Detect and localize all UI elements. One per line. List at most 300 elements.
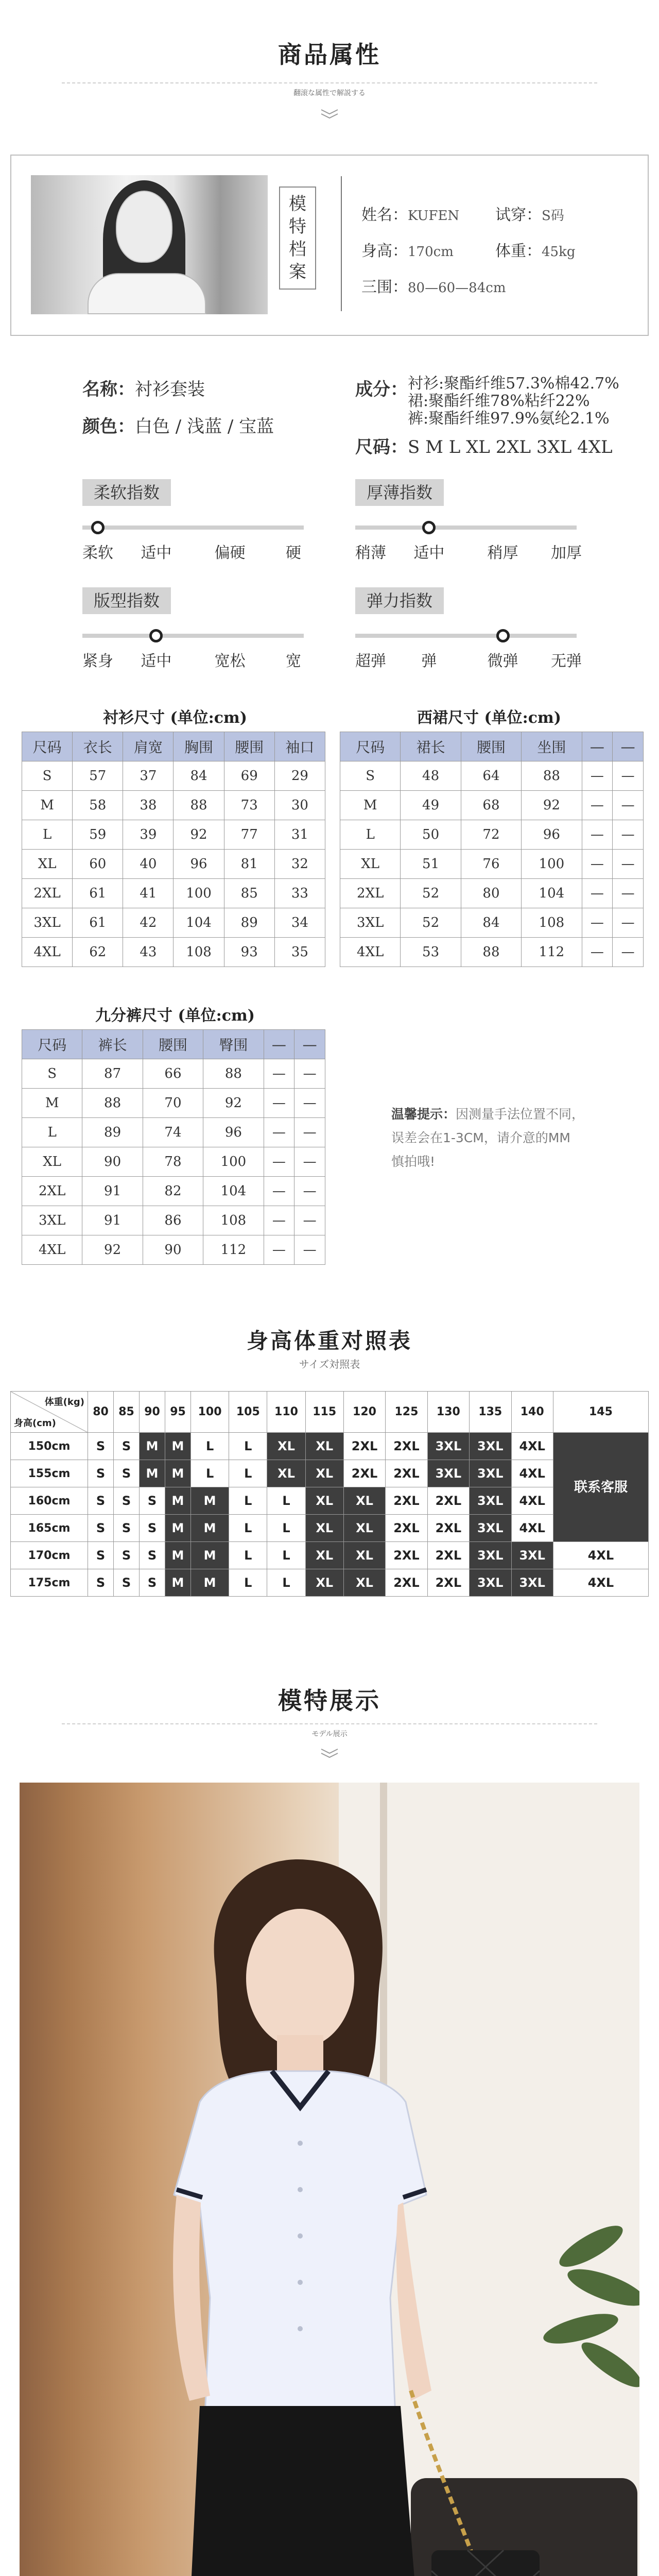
table-cell: — — [264, 1059, 294, 1089]
skirt-size-title: 西裙尺寸 (单位:cm) — [417, 709, 561, 727]
table-header-cell: 肩宽 — [123, 732, 174, 761]
table-cell: 91 — [82, 1206, 143, 1235]
size-cell: L — [191, 1460, 229, 1487]
table-cell: 84 — [461, 908, 521, 938]
size-cell: S — [88, 1460, 114, 1487]
table-row — [22, 879, 325, 908]
size-cell: S — [114, 1460, 140, 1487]
table-header-cell: 尺码 — [340, 732, 401, 761]
size-cell: L — [229, 1515, 267, 1542]
weight-header: 130 — [427, 1392, 469, 1433]
size-cell: S — [114, 1569, 140, 1597]
height-axis-label: 身高(cm) — [14, 1418, 56, 1429]
table-cell: 74 — [143, 1118, 203, 1147]
size-cell: M — [140, 1433, 165, 1460]
weight-header: 85 — [114, 1392, 140, 1433]
table-cell: 2XL — [22, 879, 73, 908]
size-cell: S — [88, 1433, 114, 1460]
table-cell: 108 — [522, 908, 582, 938]
table-cell: 37 — [123, 761, 174, 791]
size-cell: S — [114, 1487, 140, 1515]
table-row — [22, 820, 325, 850]
size-cell: L — [267, 1569, 305, 1597]
table-cell: 31 — [274, 820, 325, 850]
attr-name: 名称：衬衫套装 — [82, 379, 205, 400]
table-row — [22, 791, 325, 820]
size-cell: 2XL — [386, 1487, 427, 1515]
table-header-cell: 胸围 — [174, 732, 224, 761]
size-cell: M — [140, 1460, 165, 1487]
gauge-indicator — [91, 521, 105, 534]
table-header-cell: — — [294, 1030, 325, 1059]
table-cell: 108 — [203, 1206, 264, 1235]
size-cell: 4XL — [553, 1542, 648, 1569]
table-cell: — — [264, 1206, 294, 1235]
table-row — [11, 1569, 649, 1597]
table-row — [22, 1177, 325, 1206]
size-cell: L — [267, 1542, 305, 1569]
size-cell: 2XL — [386, 1433, 427, 1460]
height-header: 175cm — [11, 1569, 88, 1597]
size-cell: S — [88, 1515, 114, 1542]
measure-tips: 温馨提示：因测量手法位置不同， 误差会在1-3CM，请介意的MM 慎拍哦! — [391, 1107, 585, 1169]
section-title-model: 模特展示 — [278, 1687, 381, 1715]
table-cell: 2XL — [340, 879, 401, 908]
size-cell: 4XL — [511, 1460, 553, 1487]
size-cell: 4XL — [553, 1569, 648, 1597]
table-cell: 82 — [143, 1177, 203, 1206]
table-row — [11, 1433, 649, 1460]
table-cell: 58 — [73, 791, 123, 820]
table-cell: — — [613, 879, 644, 908]
size-cell: 3XL — [470, 1569, 511, 1597]
gauge-label: 微弹 — [487, 652, 518, 670]
size-cell: 2XL — [343, 1433, 385, 1460]
size-cell: 2XL — [386, 1542, 427, 1569]
table-row — [340, 938, 644, 967]
table-cell: — — [613, 850, 644, 879]
divider-line — [341, 176, 342, 311]
shirt-size-table — [22, 732, 325, 967]
table-cell: — — [294, 1147, 325, 1177]
table-cell: 32 — [274, 850, 325, 879]
size-cell: XL — [343, 1515, 385, 1542]
size-cell: M — [191, 1515, 229, 1542]
size-cell: L — [229, 1569, 267, 1597]
table-row — [22, 1118, 325, 1147]
table-cell: 30 — [274, 791, 325, 820]
table-cell: 39 — [123, 820, 174, 850]
size-cell: 2XL — [386, 1515, 427, 1542]
table-cell: 96 — [203, 1118, 264, 1147]
table-row — [340, 791, 644, 820]
table-cell: 4XL — [22, 938, 73, 967]
size-cell: 3XL — [427, 1460, 469, 1487]
gauge-label: 硬 — [286, 544, 301, 562]
table-cell: 48 — [401, 761, 461, 791]
size-cell: XL — [267, 1460, 305, 1487]
table-cell: — — [582, 879, 613, 908]
table-cell: 90 — [82, 1147, 143, 1177]
table-row — [11, 1487, 649, 1515]
table-cell: 93 — [224, 938, 274, 967]
table-cell: — — [613, 820, 644, 850]
size-cell: XL — [343, 1487, 385, 1515]
size-chart-title: 身高体重对照表 — [246, 1328, 412, 1353]
gauge-tag: 弹力指数 — [355, 587, 444, 614]
height-header: 165cm — [11, 1515, 88, 1542]
size-cell: L — [229, 1487, 267, 1515]
table-cell: 78 — [143, 1147, 203, 1177]
size-cell: 2XL — [386, 1460, 427, 1487]
height-weight-chart — [10, 1391, 649, 1597]
size-cell: 2XL — [427, 1542, 469, 1569]
table-cell: 29 — [274, 761, 325, 791]
size-cell: 2XL — [343, 1460, 385, 1487]
size-cell: M — [165, 1515, 191, 1542]
table-cell: — — [264, 1147, 294, 1177]
table-cell: 73 — [224, 791, 274, 820]
gauge-label: 弹 — [421, 652, 437, 670]
table-row — [22, 1235, 325, 1265]
table-cell: — — [582, 820, 613, 850]
table-cell: — — [582, 850, 613, 879]
table-row — [22, 1059, 325, 1089]
table-cell: 66 — [143, 1059, 203, 1089]
size-chart-subtitle: サイズ対照表 — [299, 1358, 360, 1370]
table-row — [340, 908, 644, 938]
size-cell: XL — [305, 1569, 343, 1597]
table-cell: — — [264, 1118, 294, 1147]
table-cell: 43 — [123, 938, 174, 967]
table-cell: 42 — [123, 908, 174, 938]
weight-header: 105 — [229, 1392, 267, 1433]
table-cell: 2XL — [22, 1177, 82, 1206]
table-row — [340, 820, 644, 850]
size-cell: L — [267, 1487, 305, 1515]
section-subtitle: 翻滚な属性で解説する — [293, 89, 366, 97]
table-cell: L — [340, 820, 401, 850]
table-cell: S — [22, 1059, 82, 1089]
table-header-cell: — — [264, 1030, 294, 1059]
gauge-indicator — [149, 629, 163, 642]
table-cell: — — [264, 1235, 294, 1265]
table-header-cell: — — [613, 732, 644, 761]
table-header-cell: 坐围 — [522, 732, 582, 761]
attr-color: 颜色：白色 / 浅蓝 / 宝蓝 — [82, 416, 274, 437]
table-cell: L — [22, 1118, 82, 1147]
height-header: 150cm — [11, 1433, 88, 1460]
table-cell: 86 — [143, 1206, 203, 1235]
contact-service[interactable]: 联系客服 — [553, 1433, 648, 1542]
table-cell: 96 — [522, 820, 582, 850]
table-cell: 57 — [73, 761, 123, 791]
gauge-label: 超弹 — [355, 652, 386, 670]
table-cell: 68 — [461, 791, 521, 820]
table-cell: 4XL — [340, 938, 401, 967]
table-cell: 35 — [274, 938, 325, 967]
gauge-label: 偏硬 — [214, 544, 246, 562]
model-file-label: 模 特 档 案 — [279, 187, 316, 290]
weight-header: 80 — [88, 1392, 114, 1433]
weight-header: 145 — [553, 1392, 648, 1433]
table-cell: 60 — [73, 850, 123, 879]
table-cell: 92 — [174, 820, 224, 850]
table-cell: 34 — [274, 908, 325, 938]
table-cell: 92 — [82, 1235, 143, 1265]
table-cell: 90 — [143, 1235, 203, 1265]
table-cell: 88 — [174, 791, 224, 820]
table-cell: 104 — [203, 1177, 264, 1206]
size-cell: S — [114, 1433, 140, 1460]
table-cell: 61 — [73, 879, 123, 908]
table-header-cell: 裙长 — [401, 732, 461, 761]
table-cell: 96 — [174, 850, 224, 879]
size-cell: M — [191, 1542, 229, 1569]
gauge-label: 宽 — [286, 652, 301, 670]
table-cell: 88 — [461, 938, 521, 967]
table-header-cell: 尺码 — [22, 732, 73, 761]
size-cell: 2XL — [427, 1487, 469, 1515]
table-cell: 91 — [82, 1177, 143, 1206]
attr-size: 尺码：S M L XL 2XL 3XL 4XL — [355, 437, 613, 457]
gauge-label: 适中 — [141, 544, 172, 562]
table-cell: — — [582, 761, 613, 791]
size-cell: 3XL — [470, 1433, 511, 1460]
size-cell: XL — [343, 1542, 385, 1569]
gauge-label: 适中 — [141, 652, 172, 670]
gauge-label: 无弹 — [551, 652, 582, 670]
size-cell: 2XL — [427, 1569, 469, 1597]
size-cell: XL — [305, 1460, 343, 1487]
model-try-size: 试穿：S码 — [495, 206, 564, 224]
size-cell: S — [140, 1542, 165, 1569]
table-cell: 100 — [203, 1147, 264, 1177]
size-cell: M — [165, 1487, 191, 1515]
size-cell: XL — [267, 1433, 305, 1460]
table-cell: 64 — [461, 761, 521, 791]
table-header-cell: 袖口 — [274, 732, 325, 761]
size-cell: 4XL — [511, 1487, 553, 1515]
gauge-bar — [355, 526, 577, 530]
table-cell: 88 — [82, 1089, 143, 1118]
weight-header: 110 — [267, 1392, 305, 1433]
size-cell: L — [267, 1515, 305, 1542]
table-cell: — — [582, 938, 613, 967]
pants-size-title: 九分裤尺寸 (单位:cm) — [95, 1007, 255, 1025]
gauge-label: 稍薄 — [355, 544, 386, 562]
table-cell: 77 — [224, 820, 274, 850]
table-cell: — — [294, 1177, 325, 1206]
weight-header: 100 — [191, 1392, 229, 1433]
table-header-cell: 臀围 — [203, 1030, 264, 1059]
table-cell: M — [22, 791, 73, 820]
weight-header: 115 — [305, 1392, 343, 1433]
size-cell: 3XL — [470, 1542, 511, 1569]
gauge-label: 稍厚 — [487, 544, 518, 562]
table-cell: — — [264, 1177, 294, 1206]
size-cell: 3XL — [511, 1569, 553, 1597]
table-cell: 4XL — [22, 1235, 82, 1265]
model-figure-illustration — [20, 1783, 639, 2576]
table-cell: — — [294, 1206, 325, 1235]
table-cell: 112 — [522, 938, 582, 967]
table-row — [22, 1147, 325, 1177]
size-cell: XL — [343, 1569, 385, 1597]
table-cell: — — [582, 908, 613, 938]
table-cell: 70 — [143, 1089, 203, 1118]
table-cell: 50 — [401, 820, 461, 850]
weight-header: 125 — [386, 1392, 427, 1433]
model-weight: 体重：45kg — [495, 242, 576, 260]
size-cell: M — [165, 1569, 191, 1597]
table-cell: XL — [22, 850, 73, 879]
table-cell: 52 — [401, 908, 461, 938]
table-cell: 76 — [461, 850, 521, 879]
table-cell: 80 — [461, 879, 521, 908]
table-cell: 100 — [522, 850, 582, 879]
weight-axis-label: 体重(kg) — [44, 1397, 84, 1408]
table-row — [22, 908, 325, 938]
table-header-cell: 腰围 — [224, 732, 274, 761]
weight-header: 90 — [140, 1392, 165, 1433]
size-cell: S — [88, 1569, 114, 1597]
weight-header: 95 — [165, 1392, 191, 1433]
table-cell: 40 — [123, 850, 174, 879]
size-cell: M — [165, 1433, 191, 1460]
weight-header: 135 — [470, 1392, 511, 1433]
model-portrait — [31, 175, 268, 314]
table-header-cell: — — [582, 732, 613, 761]
table-row — [22, 850, 325, 879]
table-cell: — — [613, 791, 644, 820]
table-cell: 69 — [224, 761, 274, 791]
table-cell: 62 — [73, 938, 123, 967]
table-cell: 92 — [203, 1089, 264, 1118]
size-cell: 3XL — [511, 1542, 553, 1569]
table-cell: XL — [22, 1147, 82, 1177]
table-cell: 72 — [461, 820, 521, 850]
size-cell: 3XL — [470, 1515, 511, 1542]
table-cell: 3XL — [22, 908, 73, 938]
size-cell: S — [140, 1569, 165, 1597]
table-cell: 88 — [203, 1059, 264, 1089]
chart-corner — [11, 1392, 88, 1433]
height-header: 160cm — [11, 1487, 88, 1515]
shirt-size-title: 衬衫尺寸 (单位:cm) — [103, 709, 247, 727]
gauge-label: 适中 — [413, 544, 445, 562]
table-cell: 84 — [174, 761, 224, 791]
table-row — [11, 1460, 649, 1487]
table-cell: 100 — [174, 879, 224, 908]
weight-header: 120 — [343, 1392, 385, 1433]
table-cell: — — [294, 1235, 325, 1265]
pants-size-table — [22, 1029, 325, 1265]
size-cell: S — [140, 1515, 165, 1542]
gauge-tag: 厚薄指数 — [355, 479, 444, 506]
height-header: 155cm — [11, 1460, 88, 1487]
gauge-label: 紧身 — [82, 652, 113, 670]
size-cell: XL — [305, 1487, 343, 1515]
table-cell: S — [340, 761, 401, 791]
size-cell: S — [140, 1487, 165, 1515]
table-cell: 89 — [82, 1118, 143, 1147]
size-cell: L — [191, 1433, 229, 1460]
table-cell: — — [613, 761, 644, 791]
gauge-label: 宽松 — [214, 652, 246, 670]
table-row — [340, 761, 644, 791]
section-divider — [62, 82, 597, 83]
table-cell: 108 — [174, 938, 224, 967]
table-row — [22, 1206, 325, 1235]
table-cell: M — [22, 1089, 82, 1118]
size-cell: M — [191, 1487, 229, 1515]
table-cell: 38 — [123, 791, 174, 820]
gauge-tag: 柔软指数 — [82, 479, 171, 506]
table-cell: 33 — [274, 879, 325, 908]
table-cell: 85 — [224, 879, 274, 908]
table-header-cell: 尺码 — [22, 1030, 82, 1059]
size-cell: S — [88, 1542, 114, 1569]
table-cell: — — [294, 1118, 325, 1147]
table-cell: 112 — [203, 1235, 264, 1265]
table-cell: 59 — [73, 820, 123, 850]
table-cell: 41 — [123, 879, 174, 908]
table-cell: 3XL — [22, 1206, 82, 1235]
gauge-tag: 版型指数 — [82, 587, 171, 614]
size-cell: XL — [305, 1542, 343, 1569]
table-cell: — — [264, 1089, 294, 1118]
size-cell: M — [191, 1569, 229, 1597]
table-cell: — — [613, 908, 644, 938]
size-cell: L — [229, 1542, 267, 1569]
size-cell: S — [114, 1542, 140, 1569]
model-name: 姓名：KUFEN — [361, 206, 460, 224]
table-row — [340, 879, 644, 908]
table-cell: 89 — [224, 908, 274, 938]
section-subtitle-model: モデル展示 — [311, 1730, 348, 1738]
section-title-attributes: 商品属性 — [278, 41, 381, 69]
table-header-cell: 腰围 — [461, 732, 521, 761]
size-cell: 3XL — [470, 1487, 511, 1515]
table-row — [22, 761, 325, 791]
gauge-indicator — [496, 629, 510, 642]
table-cell: 51 — [401, 850, 461, 879]
table-cell: M — [340, 791, 401, 820]
table-cell: L — [22, 820, 73, 850]
size-cell: 2XL — [386, 1569, 427, 1597]
size-cell: S — [114, 1515, 140, 1542]
size-cell: 2XL — [427, 1515, 469, 1542]
table-header-cell: 裤长 — [82, 1030, 143, 1059]
table-cell: 52 — [401, 879, 461, 908]
gauge-label: 加厚 — [551, 544, 582, 562]
model-height: 身高：170cm — [361, 242, 454, 260]
gauge-bar — [355, 634, 577, 638]
size-cell: M — [165, 1460, 191, 1487]
table-cell: 104 — [522, 879, 582, 908]
table-cell: — — [613, 938, 644, 967]
table-cell: 92 — [522, 791, 582, 820]
table-row — [11, 1542, 649, 1569]
table-cell: — — [294, 1089, 325, 1118]
size-cell: 4XL — [511, 1433, 553, 1460]
gauge-bar — [82, 634, 304, 638]
table-row — [22, 938, 325, 967]
size-cell: XL — [305, 1433, 343, 1460]
size-cell: L — [229, 1433, 267, 1460]
table-cell: 81 — [224, 850, 274, 879]
